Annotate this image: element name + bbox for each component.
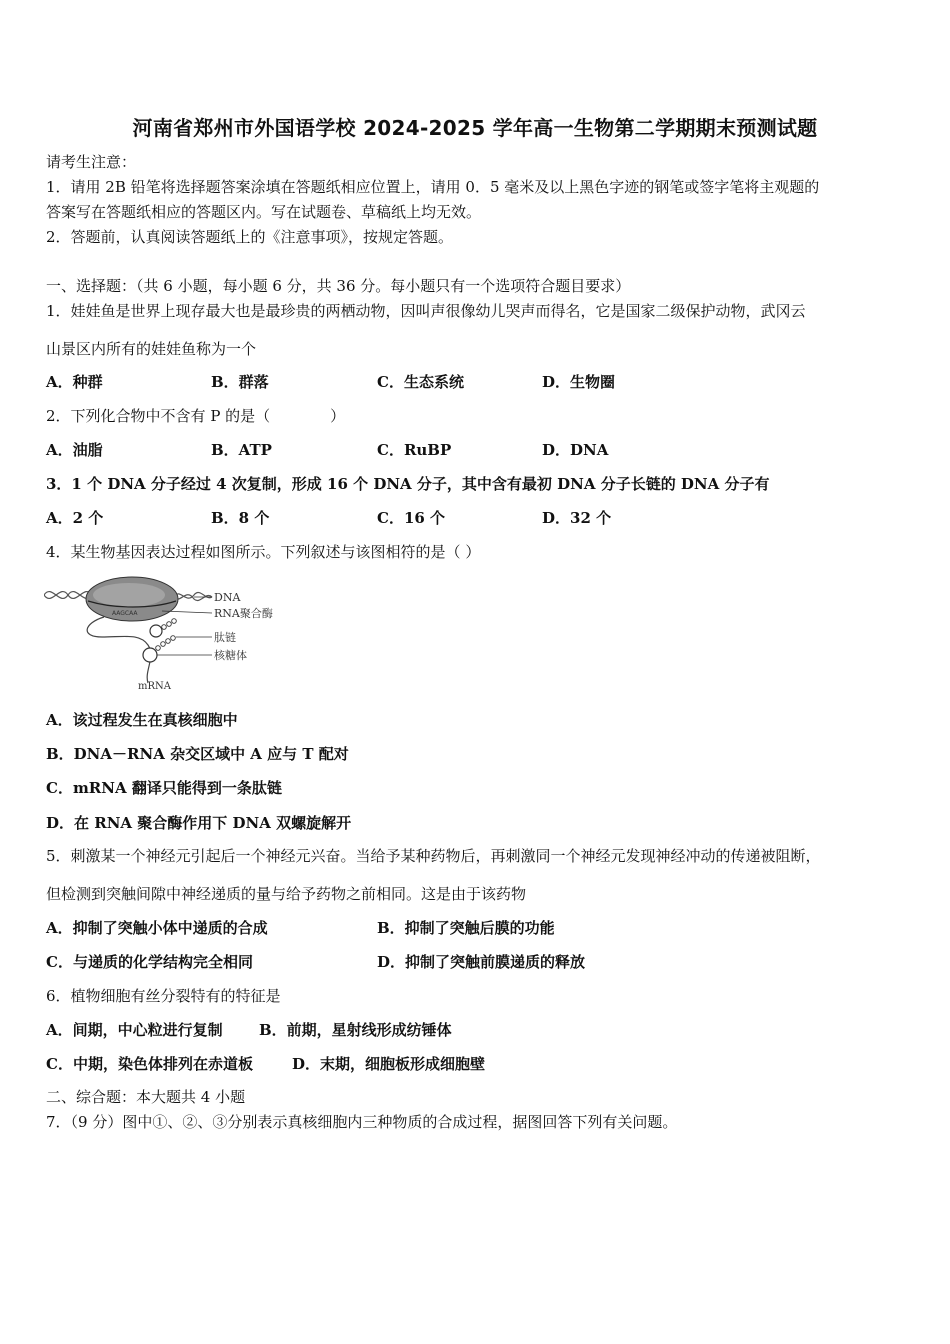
q2-stem: 2．下列化合物中不含有 P 的是（ ）	[46, 407, 346, 425]
figure-label-rna-polymerase: RNA聚合酶	[214, 607, 273, 620]
q3-stem: 3．1 个 DNA 分子经过 4 次复制，形成 16 个 DNA 分子，其中含有最初 DNA 分子长链的 DNA 分子有	[46, 475, 770, 493]
gene-expression-figure	[44, 575, 284, 695]
notice-item-1-line-1: 1．请用 2B 铅笔将选择题答案涂填在答题纸相应位置上，请用 0．5 毫米及以上黑色字迹的钢笔或签字笔将主观题的	[46, 178, 820, 196]
q4-option-c: C．mRNA 翻译只能得到一条肽链	[46, 779, 282, 797]
q6-option-b: B．前期，星射线形成纺锤体	[259, 1021, 452, 1039]
notice-item-1-line-2: 答案写在答题纸相应的答题区内。写在试题卷、草稿纸上均无效。	[46, 203, 482, 221]
ribosome-shape-2	[143, 648, 157, 662]
q1-option-b: B．群落	[211, 373, 269, 391]
q5-option-c: C．与递质的化学结构完全相同	[46, 953, 253, 971]
figure-label-mrna: mRNA	[138, 681, 171, 692]
q6-option-d: D．末期，细胞板形成细胞壁	[292, 1055, 486, 1073]
q5-option-d: D．抑制了突触前膜递质的释放	[377, 953, 586, 971]
notice-item-2: 2．答题前，认真阅读答题纸上的《注意事项》，按规定答题。	[46, 228, 454, 246]
figure-label-peptide: 肽链	[214, 631, 236, 644]
q2-option-d: D．DNA	[542, 441, 609, 459]
figure-sequence-label: AAGCAA	[112, 610, 138, 617]
q2-option-c: C．RuBP	[377, 441, 452, 459]
q3-option-d: D．32 个	[542, 509, 612, 527]
q1-stem-line-1: 1．娃娃鱼是世界上现存最大也是最珍贵的两栖动物，因叫声很像幼儿哭声而得名，它是国家二级保护动物，武冈云	[46, 302, 806, 320]
q5-option-a: A．抑制了突触小体中递质的合成	[46, 919, 268, 937]
q1-option-d: D．生物圈	[542, 373, 616, 391]
q6-stem: 6．植物细胞有丝分裂特有的特征是	[46, 987, 281, 1005]
page-title: 河南省郑州市外国语学校 2024-2025 学年高一生物第二学期期末预测试题	[132, 116, 818, 140]
q3-option-c: C．16 个	[377, 509, 446, 527]
ribosome-shape-1	[150, 625, 162, 637]
q2-option-a: A．油脂	[46, 441, 103, 459]
section-1-heading: 一、选择题：（共 6 小题，每小题 6 分，共 36 分。每小题只有一个选项符合题目要求）	[46, 277, 631, 295]
q6-option-c: C．中期，染色体排列在赤道板	[46, 1055, 253, 1073]
q4-option-d: D．在 RNA 聚合酶作用下 DNA 双螺旋解开	[46, 814, 352, 832]
figure-label-dna: DNA	[214, 591, 241, 604]
q1-stem-line-2: 山景区内所有的娃娃鱼称为一个	[46, 340, 257, 358]
q4-option-a: A．该过程发生在真核细胞中	[46, 711, 238, 729]
q3-option-b: B．8 个	[211, 509, 270, 527]
notice-heading: 请考生注意：	[46, 153, 137, 171]
q4-stem: 4．某生物基因表达过程如图所示。下列叙述与该图相符的是（ ）	[46, 543, 481, 561]
q4-option-b: B．DNA－RNA 杂交区域中 A 应与 T 配对	[46, 745, 349, 763]
q5-stem-line-2: 但检测到突触间隙中神经递质的量与给予药物之前相同。这是由于该药物	[46, 885, 527, 903]
q1-option-a: A．种群	[46, 373, 103, 391]
q5-stem-line-1: 5．刺激某一个神经元引起后一个神经元兴奋。当给予某种药物后，再刺激同一个神经元发现神经冲动的传递被阻断，	[46, 847, 821, 865]
q1-option-c: C．生态系统	[377, 373, 464, 391]
q7-stem: 7．（9 分）图中①、②、③分别表示真核细胞内三种物质的合成过程，据图回答下列有关问题。	[46, 1113, 678, 1131]
section-2-heading: 二、综合题：本大题共 4 小题	[46, 1088, 246, 1106]
mrna-strand	[87, 617, 151, 683]
q3-option-a: A．2 个	[46, 509, 104, 527]
q5-option-b: B．抑制了突触后膜的功能	[377, 919, 555, 937]
figure-label-ribosome: 核糖体	[214, 649, 247, 662]
q6-option-a: A．间期，中心粒进行复制	[46, 1021, 223, 1039]
q2-option-b: B．ATP	[211, 441, 272, 459]
